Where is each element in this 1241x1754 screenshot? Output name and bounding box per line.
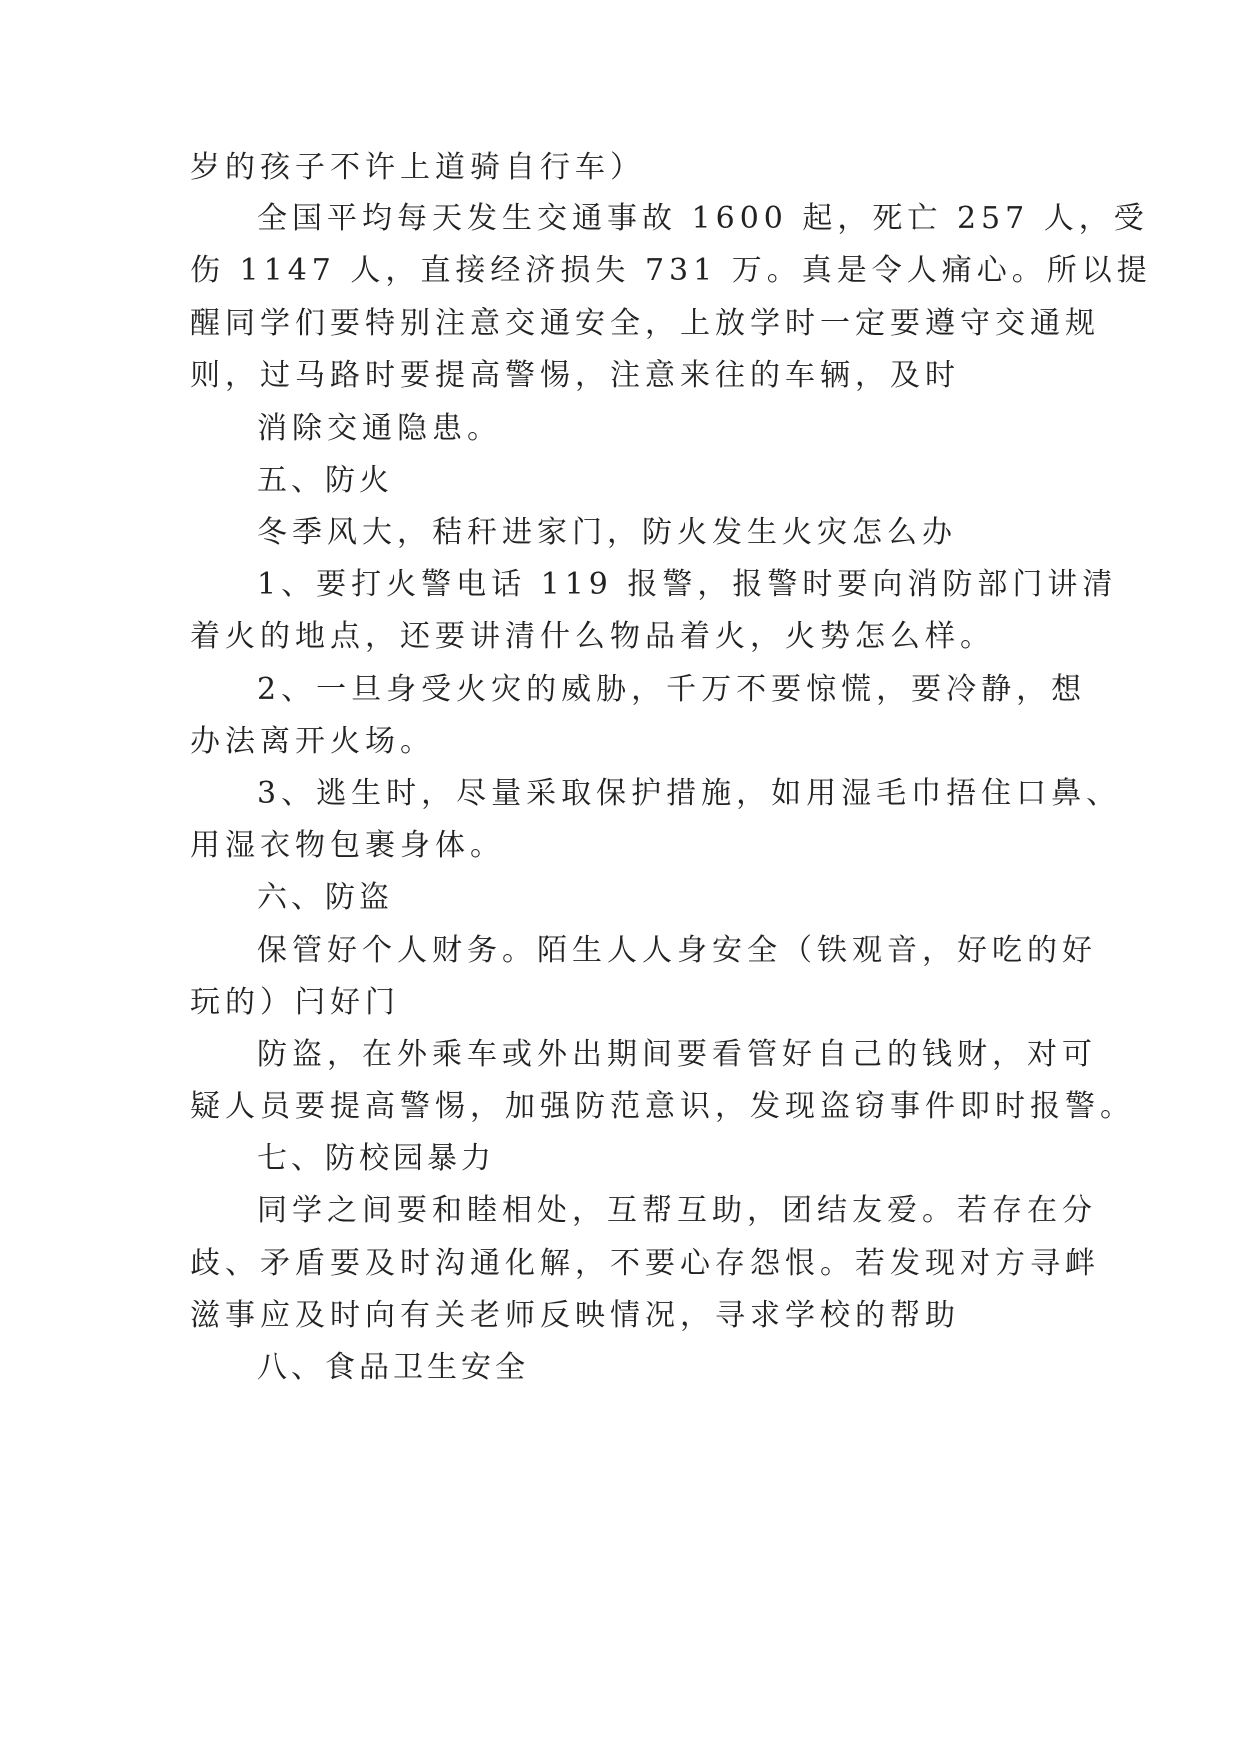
text-line: 伤 1147 人，直接经济损失 731 万。真是令人痛心。所以提 bbox=[190, 253, 1152, 288]
text-line: 玩的）闩好门 bbox=[190, 985, 400, 1020]
section-heading: 六、防盗 bbox=[257, 880, 393, 915]
text-line: 冬季风大，秸秆进家门，防火发生火灾怎么办 bbox=[257, 515, 957, 550]
section-heading: 五、防火 bbox=[257, 463, 393, 498]
text-line: 全国平均每天发生交通事故 1600 起，死亡 257 人，受 bbox=[257, 201, 1149, 236]
text-line: 滋事应及时向有关老师反映情况，寻求学校的帮助 bbox=[190, 1298, 960, 1333]
text-line: 歧、矛盾要及时沟通化解，不要心存怨恨。若发现对方寻衅 bbox=[190, 1246, 1100, 1281]
text-line: 岁的孩子不许上道骑自行车） bbox=[190, 150, 645, 185]
section-heading: 八、食品卫生安全 bbox=[257, 1350, 529, 1385]
text-line: 2、一旦身受火灾的威胁，千万不要惊慌，要冷静，想 bbox=[257, 672, 1087, 707]
text-line: 防盗，在外乘车或外出期间要看管好自己的钱财，对可 bbox=[257, 1037, 1097, 1072]
text-line: 同学之间要和睦相处，互帮互助，团结友爱。若存在分 bbox=[257, 1193, 1097, 1228]
text-line: 则，过马路时要提高警惕，注意来往的车辆，及时 bbox=[190, 358, 960, 393]
text-line: 疑人员要提高警惕，加强防范意识，发现盗窃事件即时报警。 bbox=[190, 1089, 1135, 1124]
section-heading: 七、防校园暴力 bbox=[257, 1141, 495, 1176]
text-line: 1、要打火警电话 119 报警，报警时要向消防部门讲清 bbox=[257, 567, 1118, 602]
text-line: 3、逃生时，尽量采取保护措施，如用湿毛巾捂住口鼻、 bbox=[257, 776, 1122, 811]
text-line: 醒同学们要特别注意交通安全，上放学时一定要遵守交通规 bbox=[190, 306, 1100, 341]
text-line: 消除交通隐患。 bbox=[257, 411, 502, 446]
text-line: 着火的地点，还要讲清什么物品着火，火势怎么样。 bbox=[190, 619, 995, 654]
text-line: 办法离开火场。 bbox=[190, 724, 435, 759]
text-line: 用湿衣物包裹身体。 bbox=[190, 828, 505, 863]
text-line: 保管好个人财务。陌生人人身安全（铁观音，好吃的好 bbox=[257, 933, 1097, 968]
